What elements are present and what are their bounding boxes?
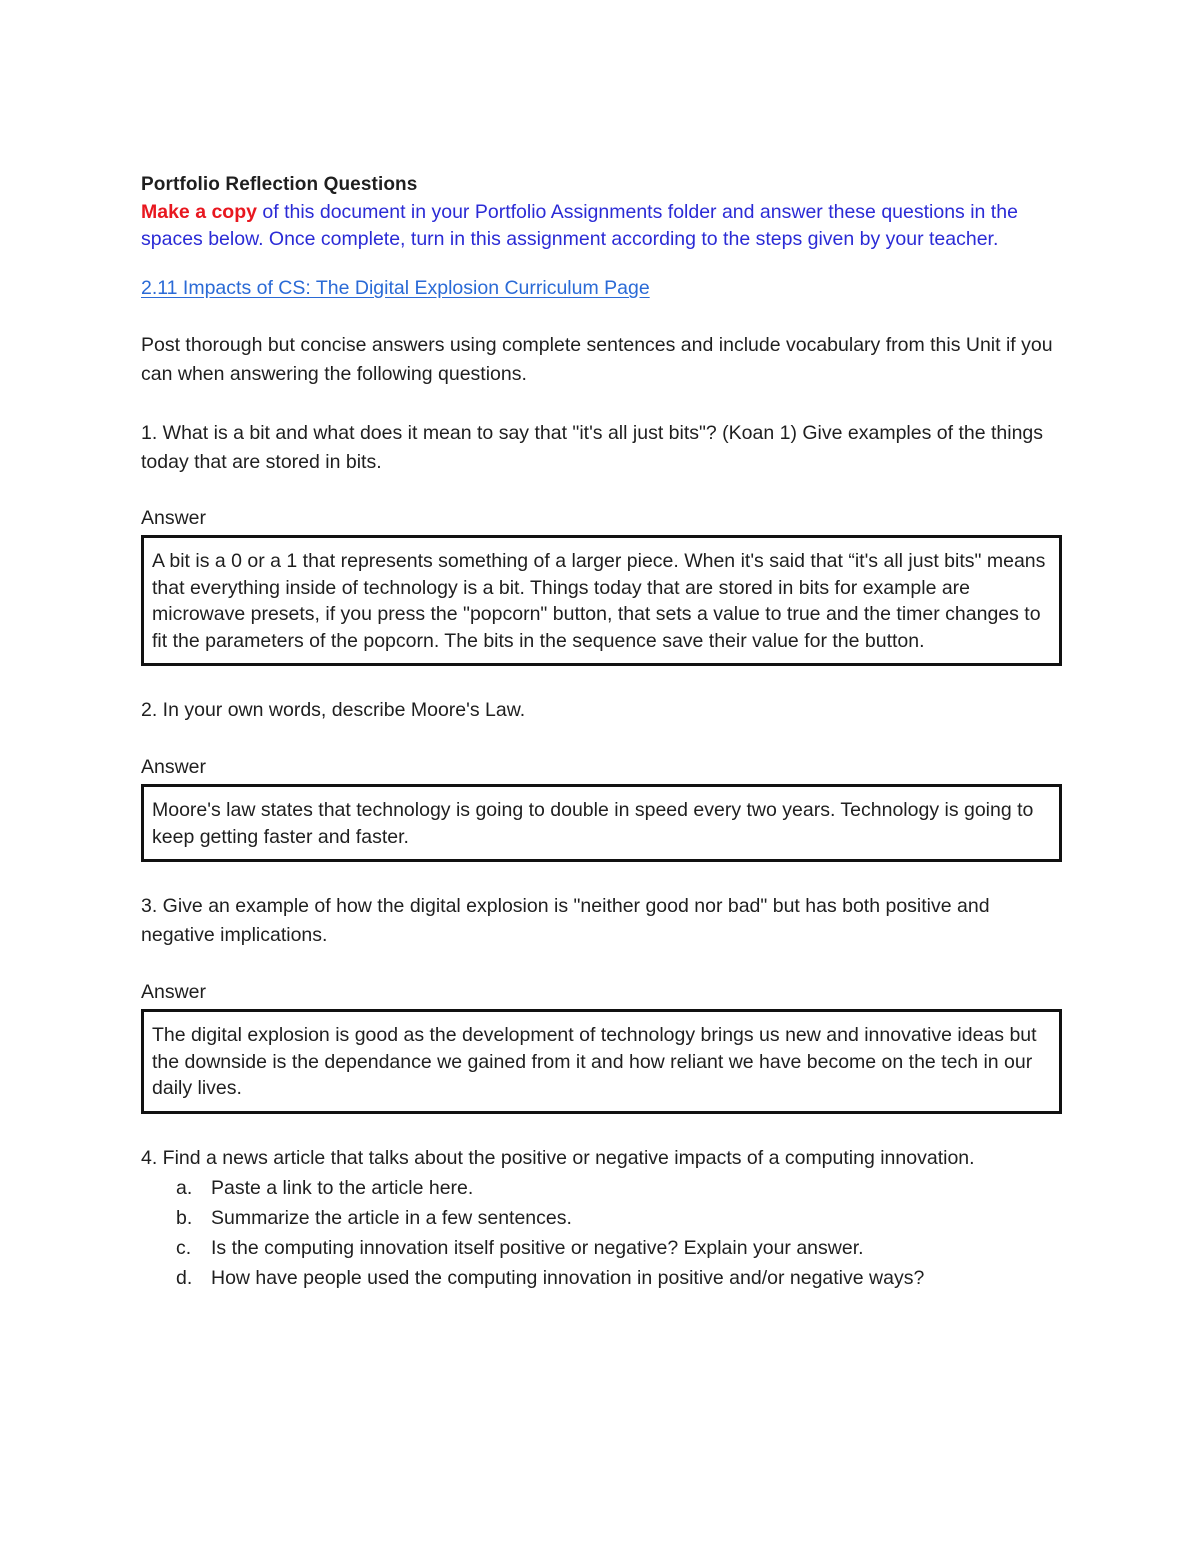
answer-label-3: Answer	[141, 981, 207, 1003]
answer-box-1[interactable]: A bit is a 0 or a 1 that represents something of a larger piece. When it's said that “it's all just bits" means that everything inside of technology is a bit. Things today that are stored in bits for example are microwave presets, if you press the "popcorn" button, that sets a value to true and the timer changes to fit the parameters of the popcorn. The bits in the sequence save their value for the button.	[141, 535, 1062, 666]
make-a-copy-highlight: Make a copy	[141, 201, 257, 223]
list-item	[141, 1173, 1061, 1203]
question-4-list	[141, 1173, 1061, 1293]
document-body	[141, 171, 1061, 1293]
list-item	[141, 1263, 1061, 1293]
question-1: 1. What is a bit and what does it mean to say that "it's all just bits"? (Koan 1) Give examples of the things today that are stored in bits.	[141, 422, 1044, 473]
list-item-text: Is the computing innovation itself positive or negative? Explain your answer.	[211, 1236, 864, 1259]
answer-box-2[interactable]: Moore's law states that technology is going to double in speed every two years. Technology is going to keep getting faster and faster.	[141, 784, 1062, 862]
instructions-paragraph: Post thorough but concise answers using complete sentences and include vocabulary from this Unit if you can when answering the following questions.	[141, 334, 1053, 385]
question-3: 3. Give an example of how the digital explosion is "neither good nor bad" but has both positive and negative implications.	[141, 895, 990, 946]
document-title: Portfolio Reflection Questions	[141, 174, 418, 195]
answer-label-2: Answer	[141, 756, 207, 778]
list-marker: c.	[176, 1236, 192, 1259]
list-item-text: Paste a link to the article here.	[211, 1176, 474, 1199]
list-item-text: Summarize the article in a few sentences.	[211, 1206, 572, 1229]
question-4: 4. Find a news article that talks about the positive or negative impacts of a computing innovation.	[141, 1146, 975, 1169]
intro-text: of this document in your Portfolio Assignments folder and answer these questions in the spaces below. Once complete, turn in this assignment according to the steps given by your teacher.	[141, 201, 1018, 250]
list-marker: b.	[176, 1206, 193, 1229]
list-marker: a.	[176, 1176, 193, 1199]
list-item	[141, 1203, 1061, 1233]
list-item-text: How have people used the computing innovation in positive and/or negative ways?	[211, 1266, 925, 1289]
answer-label-1: Answer	[141, 507, 207, 529]
list-marker: d.	[176, 1266, 193, 1289]
curriculum-page-link[interactable]: 2.11 Impacts of CS: The Digital Explosion Curriculum Page	[141, 277, 650, 299]
intro-paragraph	[141, 199, 1061, 252]
list-item	[141, 1233, 1061, 1263]
answer-box-3[interactable]: The digital explosion is good as the development of technology brings us new and innovative ideas but the downside is the dependance we gained from it and how reliant we have become on the tech in our daily lives.	[141, 1009, 1062, 1114]
question-2: 2. In your own words, describe Moore's Law.	[141, 699, 526, 721]
